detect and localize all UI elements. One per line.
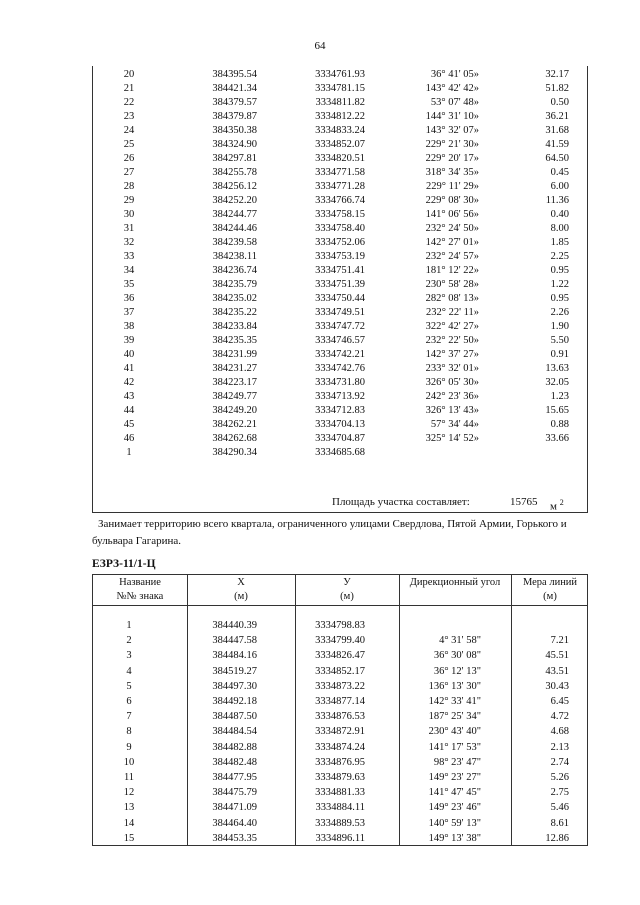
y-coordinate: 3334751.41	[315, 265, 365, 276]
direction-angle: 142° 27' 01»	[425, 237, 479, 248]
y-coordinate: 3334852.17	[315, 665, 365, 677]
point-number: 1	[126, 447, 132, 458]
line-length: 43.51	[545, 665, 569, 677]
y-coordinate: 3334812.22	[315, 111, 365, 122]
table-row	[93, 68, 589, 82]
y-coordinate: 3334877.14	[315, 696, 365, 707]
point-number: 20	[123, 69, 135, 80]
y-coordinate: 3334758.15	[315, 209, 365, 220]
point-number: 30	[123, 209, 135, 220]
point-number: 15	[123, 832, 135, 844]
table-row	[93, 800, 589, 815]
table-row	[93, 138, 589, 152]
header-point-name	[93, 575, 187, 605]
point-number: 44	[123, 405, 135, 416]
x-coordinate: 384239.58	[212, 237, 257, 248]
line-length: 13.63	[545, 363, 569, 374]
line-length: 64.50	[545, 153, 569, 164]
point-number: 1	[126, 620, 132, 631]
table-row	[93, 250, 589, 264]
y-coordinate: 3334761.93	[315, 69, 365, 80]
table-row	[93, 96, 589, 110]
point-number: 43	[123, 391, 135, 402]
x-coordinate: 384262.21	[212, 419, 257, 430]
y-coordinate: 3334872.91	[315, 726, 365, 738]
y-coordinate: 3334731.80	[315, 377, 365, 388]
y-coordinate: 3334758.40	[315, 223, 365, 234]
direction-angle: 230° 43' 40"	[428, 726, 481, 738]
y-coordinate: 3334742.76	[315, 363, 365, 374]
x-coordinate: 384519.27	[212, 665, 257, 677]
point-number: 26	[123, 153, 135, 164]
y-coordinate: 3334798.83	[315, 620, 365, 631]
direction-angle: 149° 13' 38"	[428, 832, 481, 844]
y-coordinate: 3334889.53	[315, 817, 365, 829]
direction-angle: 141° 06' 56»	[425, 209, 479, 220]
table-row	[93, 694, 589, 709]
direction-angle: 142° 37' 27»	[425, 349, 479, 360]
table-row	[93, 278, 589, 292]
section-heading: ЕЗРЗ-11/1-Ц	[92, 558, 156, 570]
x-coordinate: 384421.34	[212, 83, 257, 94]
line-length: 1.23	[550, 391, 569, 402]
point-number: 36	[123, 293, 135, 304]
line-length: 1.22	[550, 279, 569, 290]
line-length: 0.40	[550, 209, 569, 220]
point-number: 34	[123, 265, 135, 276]
x-coordinate: 384256.12	[212, 181, 257, 192]
y-coordinate: 3334752.06	[315, 237, 365, 248]
point-number: 5	[126, 680, 132, 692]
table-row	[93, 264, 589, 278]
table-row	[93, 446, 589, 460]
x-coordinate: 384464.40	[212, 817, 257, 829]
table-row	[93, 124, 589, 138]
line-length: 7.21	[550, 635, 569, 647]
table-row	[93, 306, 589, 320]
direction-angle: 233° 32' 01»	[425, 363, 479, 374]
x-coordinate: 384249.77	[212, 391, 257, 402]
point-number: 46	[123, 433, 135, 444]
x-coordinate: 384235.22	[212, 307, 257, 318]
table-row	[93, 362, 589, 376]
header-y	[295, 575, 399, 605]
direction-angle: 232° 24' 50»	[425, 223, 479, 234]
point-number: 38	[123, 321, 135, 332]
direction-angle: 136° 13' 30"	[428, 680, 481, 692]
line-length: 32.17	[545, 69, 569, 80]
direction-angle: 36° 12' 13"	[433, 665, 481, 677]
point-number: 7	[126, 711, 132, 723]
table-row	[93, 390, 589, 404]
y-coordinate: 3334749.51	[315, 307, 365, 318]
line-length: 5.26	[550, 772, 569, 783]
direction-angle: 53° 07' 48»	[430, 97, 479, 108]
point-number: 22	[123, 97, 135, 108]
y-coordinate: 3334751.39	[315, 279, 365, 290]
direction-angle: 232° 22' 11»	[426, 307, 479, 318]
y-coordinate: 3334685.68	[315, 447, 365, 458]
y-coordinate: 3334766.74	[315, 195, 365, 206]
x-coordinate: 384297.81	[212, 153, 257, 164]
x-coordinate: 384235.02	[212, 293, 257, 304]
line-length: 8.00	[550, 223, 569, 234]
direction-angle: 318° 34' 35»	[425, 167, 479, 178]
y-coordinate: 3334874.24	[315, 741, 365, 753]
x-coordinate: 384223.17	[212, 377, 257, 388]
page-number: 64	[314, 40, 326, 52]
table-row	[93, 208, 589, 222]
line-length: 0.50	[550, 97, 569, 108]
y-coordinate: 3334771.28	[315, 181, 365, 192]
point-number: 25	[123, 139, 135, 150]
point-number: 42	[123, 377, 135, 388]
x-coordinate: 384484.16	[212, 650, 257, 662]
x-coordinate: 384350.38	[212, 125, 257, 136]
territory-description: Занимает территорию всего квартала, ограниченного улицами Свердлова, Пятой Армии, Горького и бульвара Гагарина.	[92, 518, 567, 547]
line-length: 31.68	[545, 125, 569, 136]
table-row	[93, 236, 589, 250]
table-row	[93, 740, 589, 755]
direction-angle: 242° 23' 36»	[425, 391, 479, 402]
table-row	[93, 755, 589, 770]
x-coordinate: 384290.34	[212, 447, 257, 458]
x-coordinate: 384475.79	[212, 787, 257, 799]
line-length: 36.21	[545, 111, 569, 122]
header-text: (м)	[234, 591, 248, 602]
x-coordinate: 384238.11	[212, 251, 257, 262]
point-number: 9	[126, 741, 132, 753]
line-length: 41.59	[545, 139, 569, 150]
table-row	[93, 785, 589, 800]
coordinates-table-continued	[92, 66, 588, 513]
table-row	[93, 166, 589, 180]
table-row	[93, 320, 589, 334]
point-number: 11	[123, 772, 135, 783]
direction-angle: 149° 23' 46"	[428, 802, 481, 814]
y-coordinate: 3334884.11	[315, 802, 365, 814]
y-coordinate: 3334896.11	[315, 832, 365, 844]
line-length: 2.74	[550, 756, 569, 768]
point-number: 39	[123, 335, 135, 346]
y-coordinate: 3334750.44	[315, 293, 365, 304]
x-coordinate: 384482.48	[212, 756, 257, 768]
point-number: 29	[123, 195, 135, 206]
y-coordinate: 3334826.47	[315, 650, 365, 662]
coordinates-table	[92, 574, 588, 846]
line-length: 4.72	[550, 711, 569, 723]
direction-angle: 326° 05' 30»	[425, 377, 479, 388]
point-number: 33	[123, 251, 135, 262]
header-x	[187, 575, 295, 605]
table-row	[93, 110, 589, 124]
area-unit: м $^2$	[550, 498, 564, 513]
direction-angle: 98° 23' 47"	[433, 756, 481, 768]
y-coordinate: 3334876.95	[315, 756, 365, 768]
line-length: 5.50	[550, 335, 569, 346]
table-row	[93, 334, 589, 348]
point-number: 40	[123, 349, 135, 360]
point-number: 6	[126, 696, 132, 707]
direction-angle: 140° 59' 13"	[428, 817, 481, 829]
header-direction-angle	[399, 575, 511, 605]
y-coordinate: 3334747.72	[315, 321, 365, 332]
y-coordinate: 3334704.13	[315, 419, 365, 430]
x-coordinate: 384235.35	[212, 335, 257, 346]
direction-angle: 144° 31' 10»	[425, 111, 479, 122]
line-length: 5.46	[550, 802, 569, 814]
x-coordinate: 384492.18	[212, 696, 257, 707]
direction-angle: 141° 47' 45"	[428, 787, 481, 799]
line-length: 0.45	[550, 167, 569, 178]
point-number: 31	[123, 223, 135, 234]
direction-angle: 325° 14' 52»	[425, 433, 479, 444]
line-length: 45.51	[545, 650, 569, 662]
table-row	[93, 724, 589, 739]
x-coordinate: 384249.20	[212, 405, 257, 416]
direction-angle: 229° 08' 30»	[425, 195, 479, 206]
line-length: 0.91	[550, 349, 569, 360]
point-number: 45	[123, 419, 135, 430]
point-number: 3	[126, 650, 132, 662]
line-length: 8.61	[550, 817, 569, 829]
direction-angle: 326° 13' 43»	[425, 405, 479, 416]
header-line-length	[511, 575, 589, 605]
x-coordinate: 384324.90	[212, 139, 257, 150]
table-row	[93, 770, 589, 785]
x-coordinate: 384244.46	[212, 223, 257, 234]
point-number: 37	[123, 307, 135, 318]
line-length: 11.36	[545, 195, 569, 206]
table-row	[93, 222, 589, 236]
table-row	[93, 664, 589, 679]
direction-angle: 36° 41' 05»	[430, 69, 479, 80]
y-coordinate: 3334781.15	[315, 83, 365, 94]
y-coordinate: 3334852.07	[315, 139, 365, 150]
point-number: 13	[123, 802, 135, 814]
line-length: 6.00	[550, 181, 569, 192]
area-value: 15765	[510, 496, 538, 508]
point-number: 14	[123, 817, 135, 829]
x-coordinate: 384244.77	[212, 209, 257, 220]
x-coordinate: 384453.35	[212, 832, 257, 844]
x-coordinate: 384487.50	[212, 711, 257, 723]
line-length: 15.65	[545, 405, 569, 416]
y-coordinate: 3334876.53	[315, 711, 365, 723]
x-coordinate: 384379.57	[212, 97, 257, 108]
x-coordinate: 384484.54	[212, 726, 257, 738]
x-coordinate: 384497.30	[212, 680, 257, 692]
y-coordinate: 3334879.63	[315, 772, 365, 783]
y-coordinate: 3334771.58	[315, 167, 365, 178]
header-text: У	[343, 577, 351, 588]
line-length: 0.95	[550, 293, 569, 304]
point-number: 21	[123, 83, 135, 94]
point-number: 8	[126, 726, 132, 738]
point-number: 35	[123, 279, 135, 290]
point-number: 32	[123, 237, 135, 248]
table-row	[93, 831, 589, 846]
header-text: (м)	[543, 591, 557, 602]
direction-angle: 57° 34' 44»	[430, 419, 479, 430]
x-coordinate: 384252.20	[212, 195, 257, 206]
table-row	[93, 348, 589, 362]
header-text: Мера линий	[522, 577, 578, 588]
table-row	[93, 180, 589, 194]
table-row	[93, 618, 589, 633]
y-coordinate: 3334753.19	[315, 251, 365, 262]
line-length: 2.75	[550, 787, 569, 799]
direction-angle: 4° 31' 58"	[439, 635, 481, 647]
direction-angle: 229° 21' 30»	[425, 139, 479, 150]
header-text: №№ знака	[116, 591, 164, 602]
direction-angle: 229° 11' 29»	[426, 181, 479, 192]
header-text: X	[237, 577, 245, 588]
x-coordinate: 384255.78	[212, 167, 257, 178]
table-row	[93, 679, 589, 694]
y-coordinate: 3334713.92	[315, 391, 365, 402]
y-coordinate: 3334873.22	[315, 680, 365, 692]
direction-angle: 181° 12' 22»	[425, 265, 479, 276]
line-length: 32.05	[545, 377, 569, 388]
x-coordinate: 384231.99	[212, 349, 257, 360]
direction-angle: 187° 25' 34"	[428, 711, 481, 723]
y-coordinate: 3334799.40	[315, 635, 365, 647]
line-length: 1.85	[550, 237, 569, 248]
x-coordinate: 384233.84	[212, 321, 257, 332]
point-number: 41	[123, 363, 135, 374]
x-coordinate: 384395.54	[212, 69, 257, 80]
table-row	[93, 418, 589, 432]
header-divider	[93, 605, 587, 606]
table-row	[93, 633, 589, 648]
line-length: 4.68	[550, 726, 569, 738]
point-number: 10	[123, 756, 135, 768]
header-text: (м)	[340, 591, 354, 602]
line-length: 33.66	[545, 433, 569, 444]
table-row	[93, 648, 589, 663]
point-number: 27	[123, 167, 135, 178]
direction-angle: 322° 42' 27»	[425, 321, 479, 332]
table-row	[93, 82, 589, 96]
line-length: 2.13	[550, 741, 569, 753]
point-number: 28	[123, 181, 135, 192]
x-coordinate: 384236.74	[212, 265, 257, 276]
table-row	[93, 816, 589, 831]
direction-angle: 36° 30' 08"	[433, 650, 481, 662]
y-coordinate: 3334746.57	[315, 335, 365, 346]
direction-angle: 282° 08' 13»	[425, 293, 479, 304]
direction-angle: 143° 32' 07»	[425, 125, 479, 136]
y-coordinate: 3334820.51	[315, 153, 365, 164]
table-row	[93, 194, 589, 208]
y-coordinate: 3334704.87	[315, 433, 365, 444]
line-length: 0.88	[550, 419, 569, 430]
area-label: Площадь участка составляет:	[332, 496, 470, 508]
x-coordinate: 384379.87	[212, 111, 257, 122]
direction-angle: 141° 17' 53"	[428, 741, 481, 753]
x-coordinate: 384447.58	[212, 635, 257, 647]
header-text: Дирекционный угол	[409, 577, 501, 588]
table-row	[93, 404, 589, 418]
line-length: 2.26	[550, 307, 569, 318]
table-row	[93, 709, 589, 724]
point-number: 24	[123, 125, 135, 136]
x-coordinate: 384231.27	[212, 363, 257, 374]
table-row	[93, 292, 589, 306]
y-coordinate: 3334833.24	[315, 125, 365, 136]
table-row	[93, 432, 589, 446]
x-coordinate: 384440.39	[212, 620, 257, 631]
x-coordinate: 384477.95	[212, 772, 257, 783]
line-length: 0.95	[550, 265, 569, 276]
x-coordinate: 384235.79	[212, 279, 257, 290]
point-number: 23	[123, 111, 135, 122]
y-coordinate: 3334881.33	[315, 787, 365, 799]
direction-angle: 142° 33' 41"	[428, 696, 481, 707]
table-row	[93, 152, 589, 166]
direction-angle: 232° 22' 50»	[425, 335, 479, 346]
direction-angle: 149° 23' 27"	[428, 772, 481, 783]
line-length: 1.90	[550, 321, 569, 332]
direction-angle: 143° 42' 42»	[425, 83, 479, 94]
header-text: Название	[119, 577, 161, 588]
line-length: 51.82	[545, 83, 569, 94]
table-row	[93, 376, 589, 390]
x-coordinate: 384262.68	[212, 433, 257, 444]
point-number: 2	[126, 635, 132, 647]
x-coordinate: 384482.88	[212, 741, 257, 753]
point-number: 4	[126, 665, 132, 677]
direction-angle: 229° 20' 17»	[425, 153, 479, 164]
y-coordinate: 3334712.83	[315, 405, 365, 416]
y-coordinate: 3334811.82	[315, 97, 365, 108]
line-length: 12.86	[545, 832, 569, 844]
direction-angle: 232° 24' 57»	[425, 251, 479, 262]
y-coordinate: 3334742.21	[315, 349, 365, 360]
line-length: 6.45	[550, 696, 569, 707]
point-number: 12	[123, 787, 135, 799]
line-length: 2.25	[550, 251, 569, 262]
direction-angle: 230° 58' 28»	[425, 279, 479, 290]
x-coordinate: 384471.09	[212, 802, 257, 814]
line-length: 30.43	[545, 680, 569, 692]
